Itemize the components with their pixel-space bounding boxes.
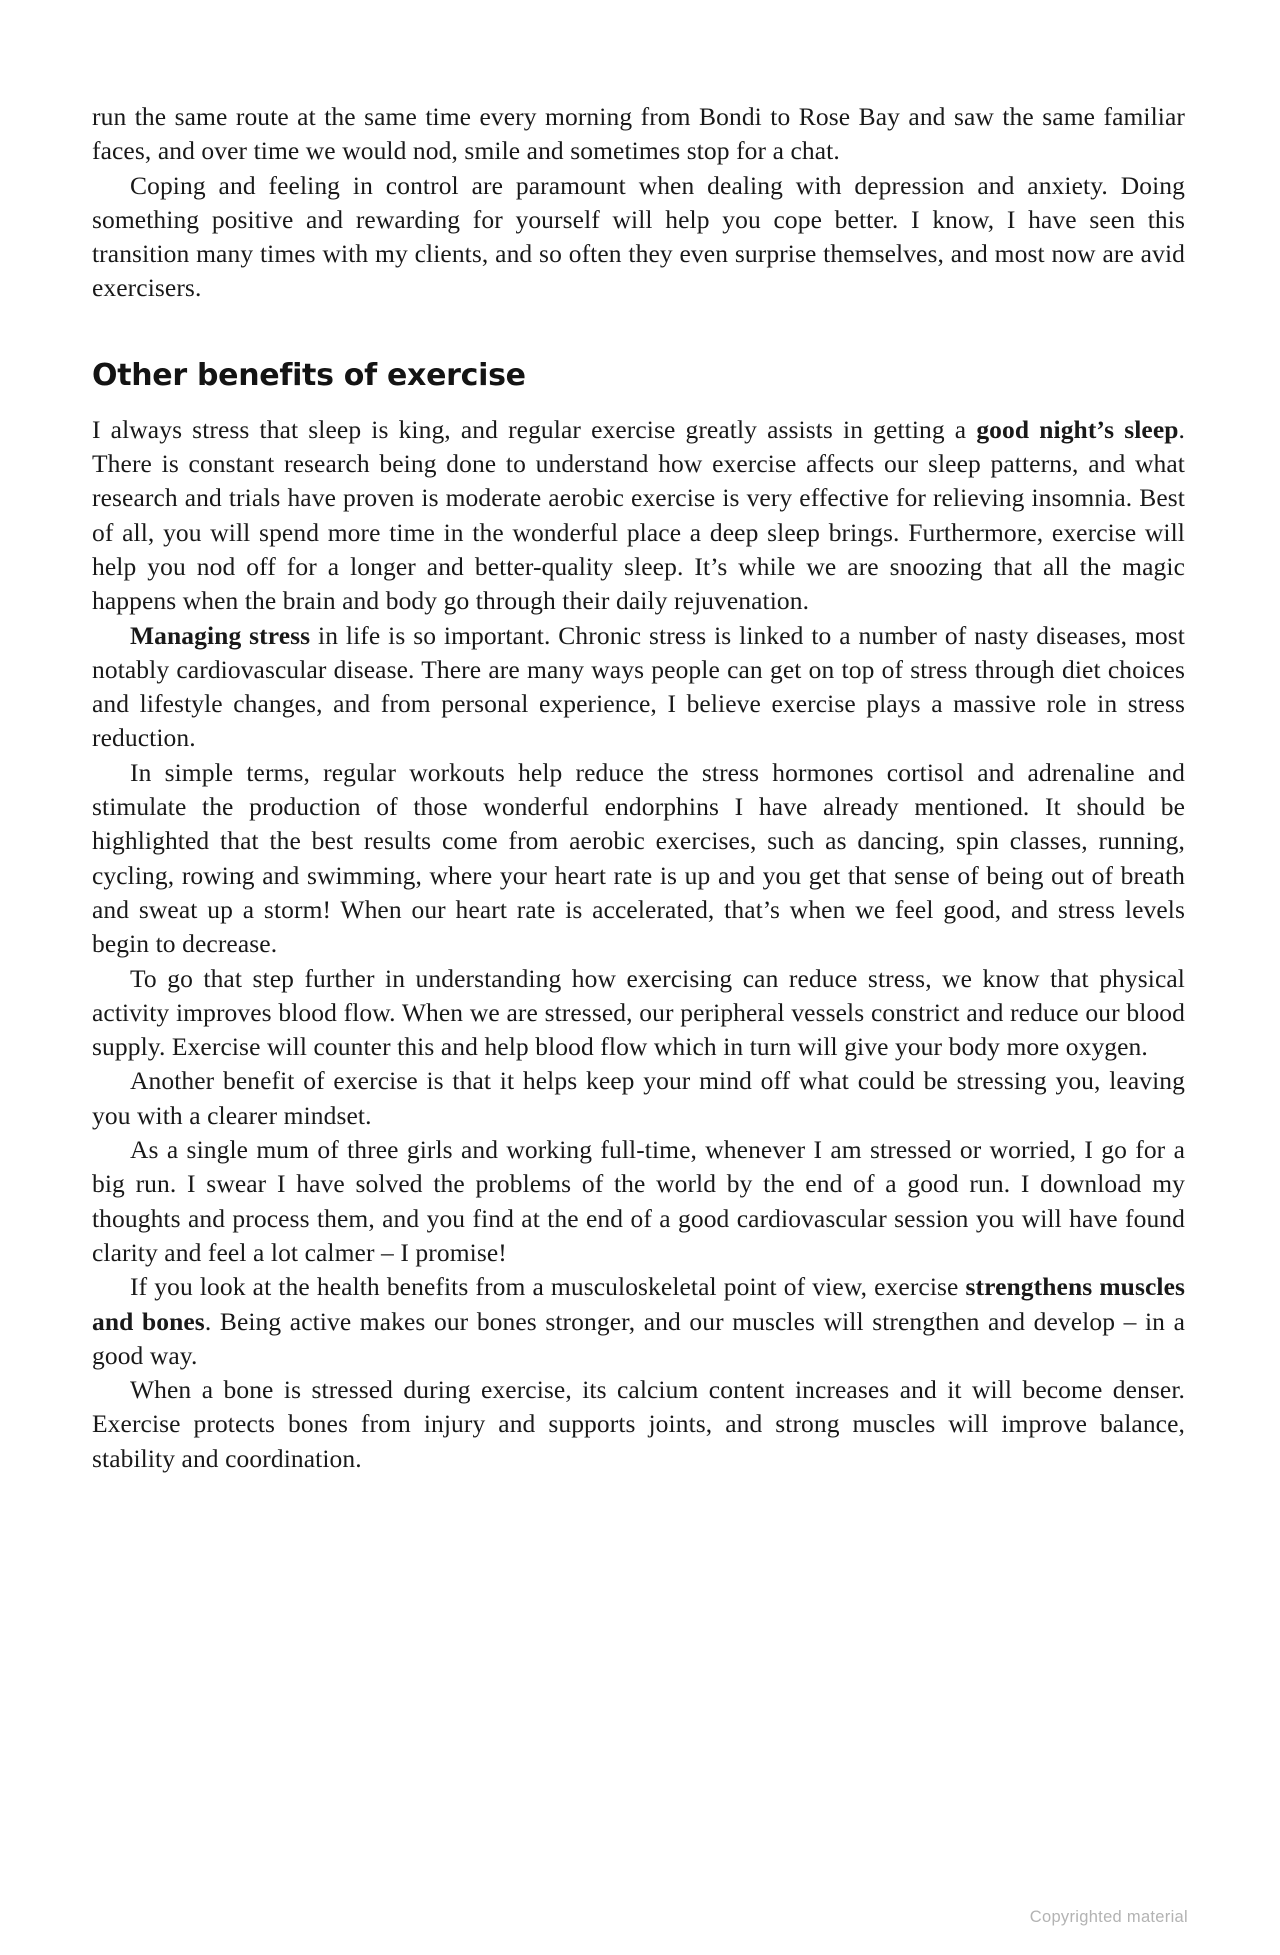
spacer (92, 393, 1185, 413)
paragraph-tail: . Being active makes our bones stronger, and our muscles will strengthen and develop – in a good way. (92, 1306, 1185, 1370)
emphasis-text: Managing stress (130, 620, 311, 650)
paragraph-tail: . There is constant research being done to understand how exercise affects our sleep patterns, and what research and trials have proven is moderate aerobic exercise is very effective for relieving insomnia. Best of all, you will spend more time in the wonderful place a deep sleep brings. Furthermore, exercise will help you nod off for a longer and better-quality sleep. It’s while we are snoozing that all the magic happens when the brain and body go through their daily rejuvenation. (92, 414, 1185, 616)
paragraph-lead: I always stress that sleep is king, and regular exercise greatly assists in getting a (92, 414, 977, 444)
emphasis-text: good night’s sleep (976, 414, 1179, 444)
emphasis-text: strengthens muscles and bones (92, 1272, 1186, 1336)
spacer (92, 306, 1185, 358)
paragraph (92, 619, 1185, 756)
paragraph-lead: If you look at the health benefits from a musculoskeletal point of view, exercise (130, 1272, 966, 1302)
paragraph (92, 413, 1185, 619)
page-content (92, 100, 1185, 1476)
paragraph-tail: in life is so important. Chronic stress is linked to a number of nasty diseases, most notably cardiovascular disease. There are many ways people can get on top of stress through diet choices and lifestyle changes, and from personal experience, I believe exercise plays a massive role in stress reduction. (92, 620, 1185, 753)
paragraph: In simple terms, regular workouts help reduce the stress hormones cortisol and adrenaline and stimulate the production of those wonderful endorphins I have already mentioned. It should be highlighted that the best results come from aerobic exercises, such as dancing, spin classes, running, cycling, rowing and swimming, where your heart rate is up and you get that sense of being out of breath and sweat up a storm! When our heart rate is accelerated, that’s when we feel good, and stress levels begin to decrease. (92, 757, 1185, 959)
paragraph: As a single mum of three girls and working full-time, whenever I am stressed or worried, I go for a big run. I swear I have solved the problems of the world by the end of a good run. I download my thoughts and process them, and you find at the end of a good cardiovascular session you will have found clarity and feel a lot calmer – I promise! (92, 1135, 1185, 1267)
paragraph: To go that step further in understanding how exercising can reduce stress, we know that physical activity improves blood flow. When we are stressed, our peripheral vessels constrict and reduce our blood supply. Exercise will counter this and help blood flow which in turn will give your body more oxygen. (92, 963, 1185, 1062)
paragraph (92, 1270, 1185, 1373)
paragraph: run the same route at the same time every morning from Bondi to Rose Bay and saw the same familiar faces, and over time we would nod, smile and sometimes stop for a chat. (92, 102, 1185, 166)
paragraph: When a bone is stressed during exercise, its calcium content increases and it will become denser. Exercise protects bones from injury and supports joints, and strong muscles will improve balance, stability and coordination. (92, 1375, 1185, 1473)
paragraph: Coping and feeling in control are paramount when dealing with depression and anxiety. Doing something positive and rewarding for yourself will help you cope better. I know, I have seen this transition many times with my clients, and so often they even surprise themselves, and most now are avid exercisers. (92, 170, 1185, 303)
copyright-notice: Copyrighted material (1029, 1908, 1188, 1926)
section-heading: Other benefits of exercise (92, 357, 526, 393)
paragraph: Another benefit of exercise is that it helps keep your mind off what could be stressing you, leaving you with a clearer mindset. (92, 1066, 1185, 1130)
